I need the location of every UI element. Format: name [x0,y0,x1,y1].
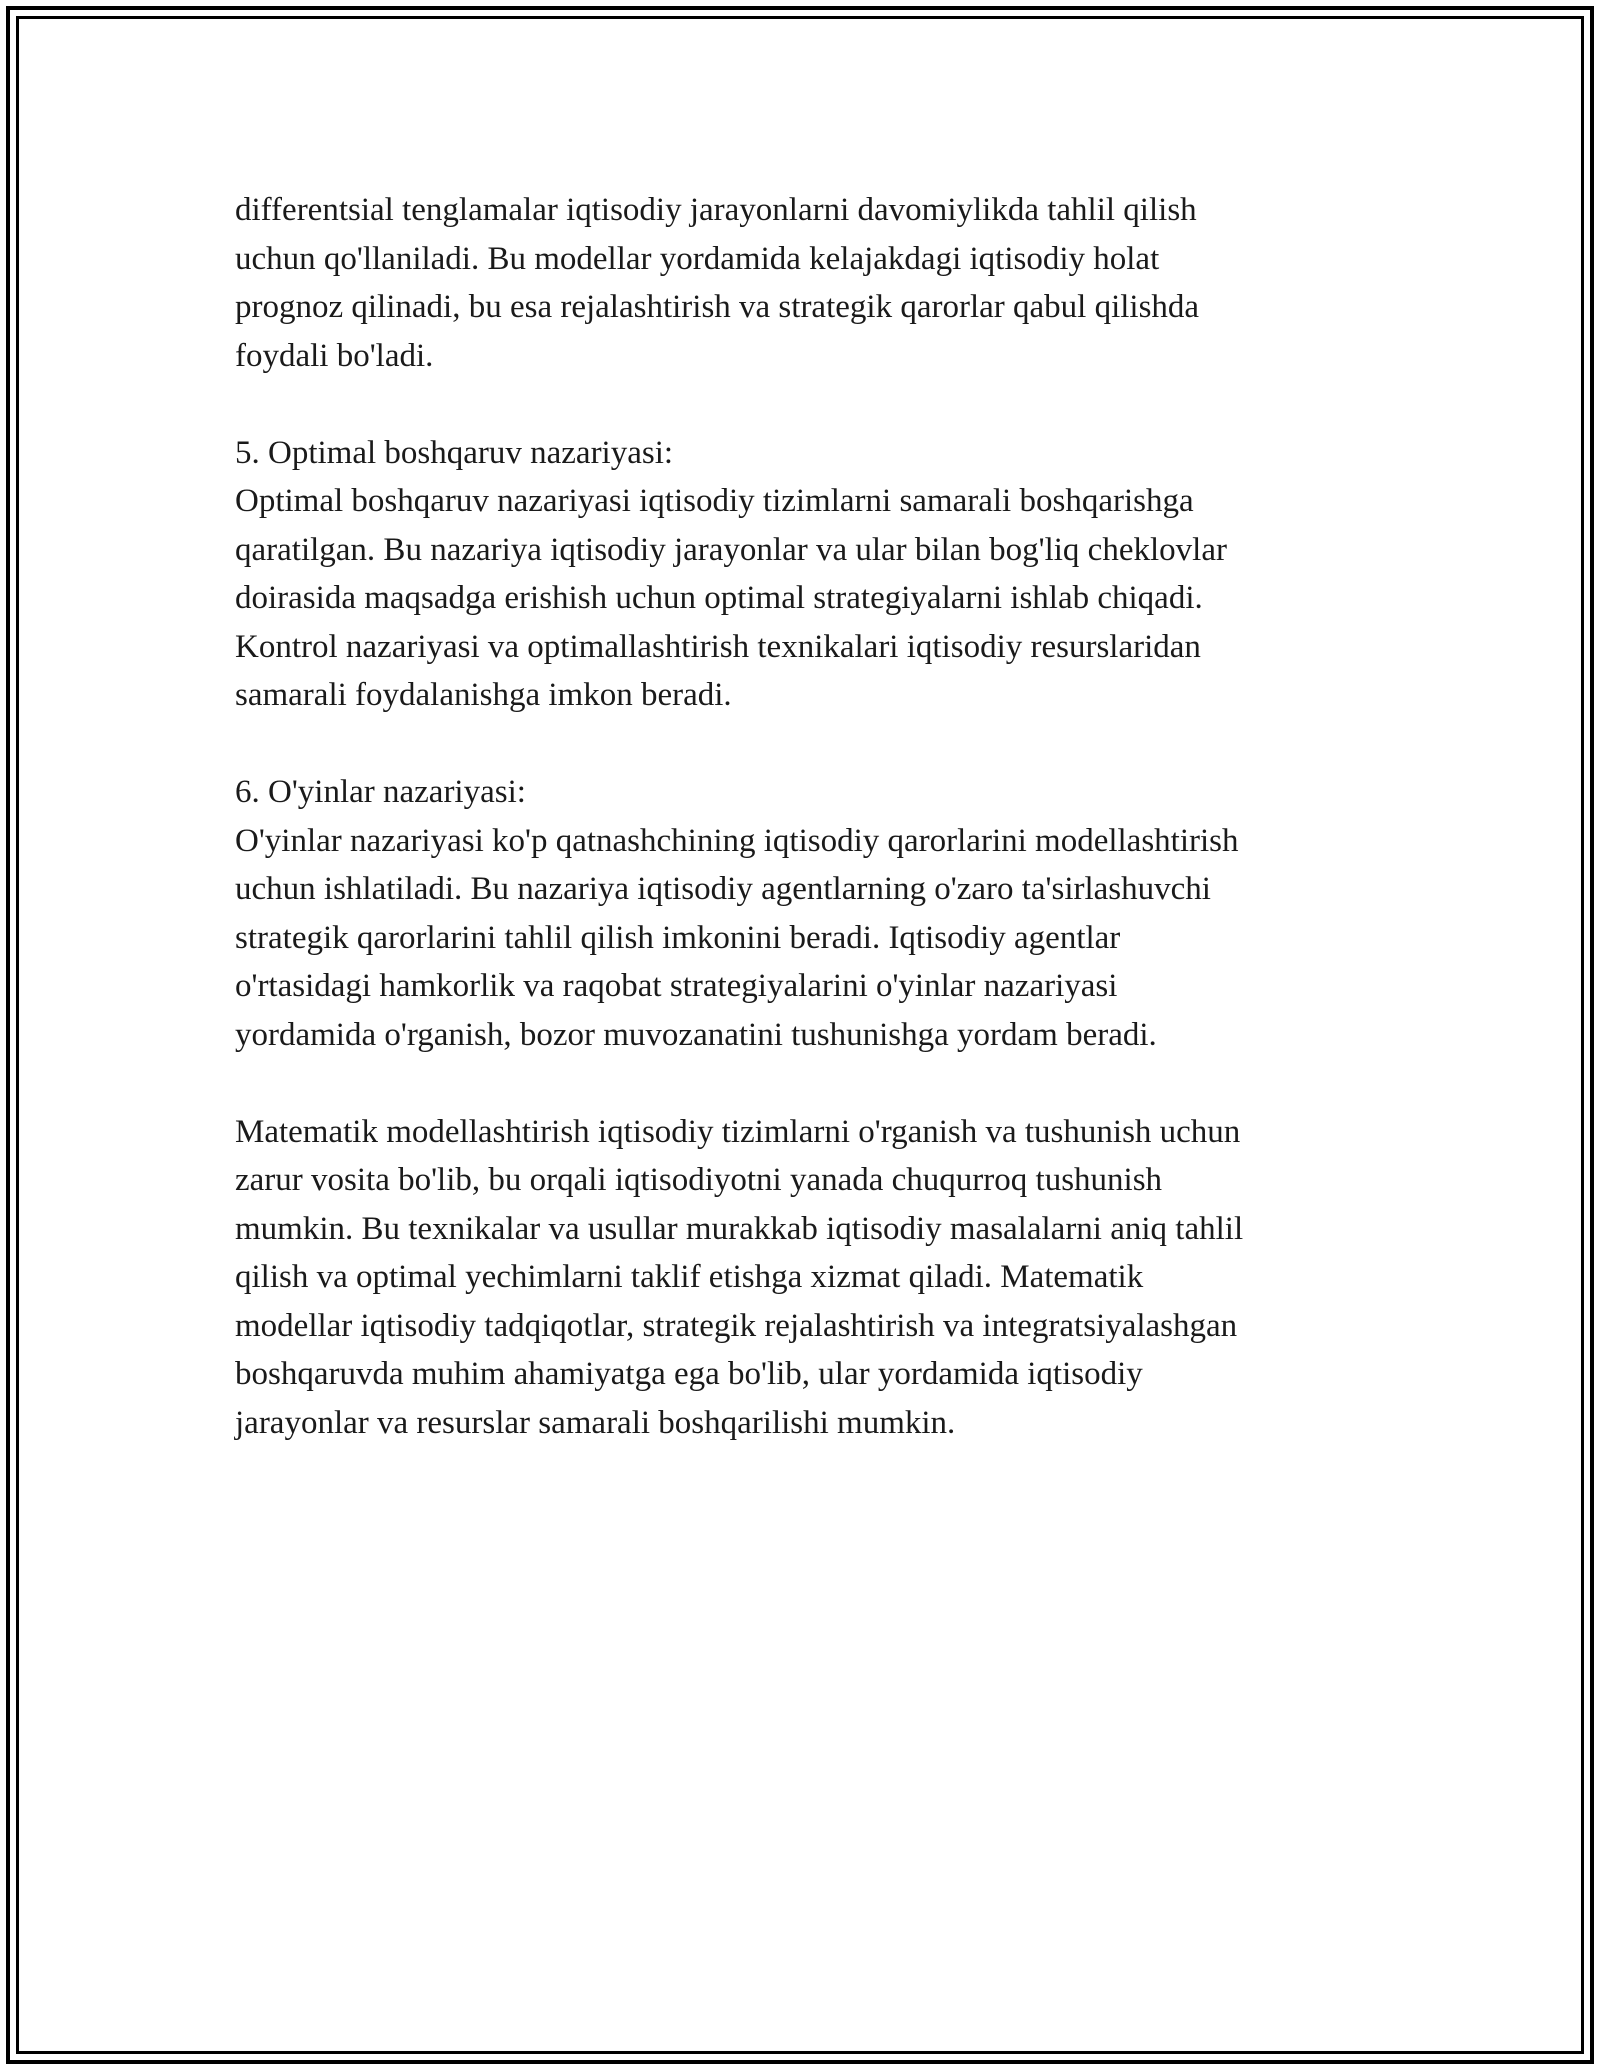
text-line: differentsial tenglamalar iqtisodiy jarayonlarni davomiylikda tahlil qilish [235,192,1197,228]
section-heading: 6. O'yinlar nazariyasi: [235,774,526,810]
text-line: foydali bo'ladi. [235,337,434,374]
text-line: samarali foydalanishga imkon beradi. [235,677,732,713]
text-line: boshqaruvda muhim ahamiyatga ega bo'lib, ular yordamida iqtisodiy [235,1356,1143,1392]
paragraph-spacer [235,720,1365,769]
text-line: Kontrol nazariyasi va optimallashtirish texnikalari iqtisodiy resurslaridan [235,628,1201,665]
text-line: uchun ishlatiladi. Bu nazariya iqtisodiy agentlarning o'zaro ta'sirlashuvchi [235,871,1211,907]
paragraph-conclusion [235,1108,1365,1448]
text-line: modellar iqtisodiy tadqiqotlar, strategik rejalashtirish va integratsiyalashgan [235,1307,1238,1344]
text-line: prognoz qilinadi, bu esa rejalashtirish va strategik qarorlar qabul qilishda [235,289,1200,325]
text-line: uchun qo'llaniladi. Bu modellar yordamida kelajakdagi iqtisodiy holat [235,240,1160,277]
section-optimal-control [235,429,1365,720]
text-line: O'yinlar nazariyasi ko'p qatnashchining iqtisodiy qarorlarini modellashtirish [235,822,1239,859]
document-body [235,186,1365,1447]
text-line: strategik qarorlarini tahlil qilish imkonini beradi. Iqtisodiy agentlar [235,919,1121,956]
text-line: Optimal boshqaruv nazariyasi iqtisodiy tizimlarni samarali boshqarishga [235,483,1194,519]
text-line: qaratilgan. Bu nazariya iqtisodiy jarayonlar va ular bilan bog'liq cheklovlar [235,531,1227,568]
text-line: o'rtasidagi hamkorlik va raqobat strategiyalarini o'yinlar nazariyasi [235,968,1118,1004]
text-line: yordamida o'rganish, bozor muvozanatini tushunishga yordam beradi. [235,1016,1157,1053]
section-game-theory [235,768,1365,1059]
paragraph-spacer [235,380,1365,429]
text-line: zarur vosita bo'lib, bu orqali iqtisodiyotni yanada chuqurroq tushunish [235,1162,1163,1198]
section-heading: 5. Optimal boshqaruv nazariyasi: [235,434,674,471]
paragraph-spacer [235,1059,1365,1108]
text-line: jarayonlar va resurslar samarali boshqarilishi mumkin. [235,1404,956,1441]
text-line: Matematik modellashtirish iqtisodiy tizimlarni o'rganish va tushunish uchun [235,1113,1241,1150]
text-line: mumkin. Bu texnikalar va usullar murakkab iqtisodiy masalalarni aniq tahlil [235,1210,1244,1247]
text-line: qilish va optimal yechimlarni taklif etishga xizmat qiladi. Matematik [235,1259,1144,1295]
paragraph-intro [235,186,1365,380]
text-line: doirasida maqsadga erishish uchun optimal strategiyalarni ishlab chiqadi. [235,580,1203,616]
